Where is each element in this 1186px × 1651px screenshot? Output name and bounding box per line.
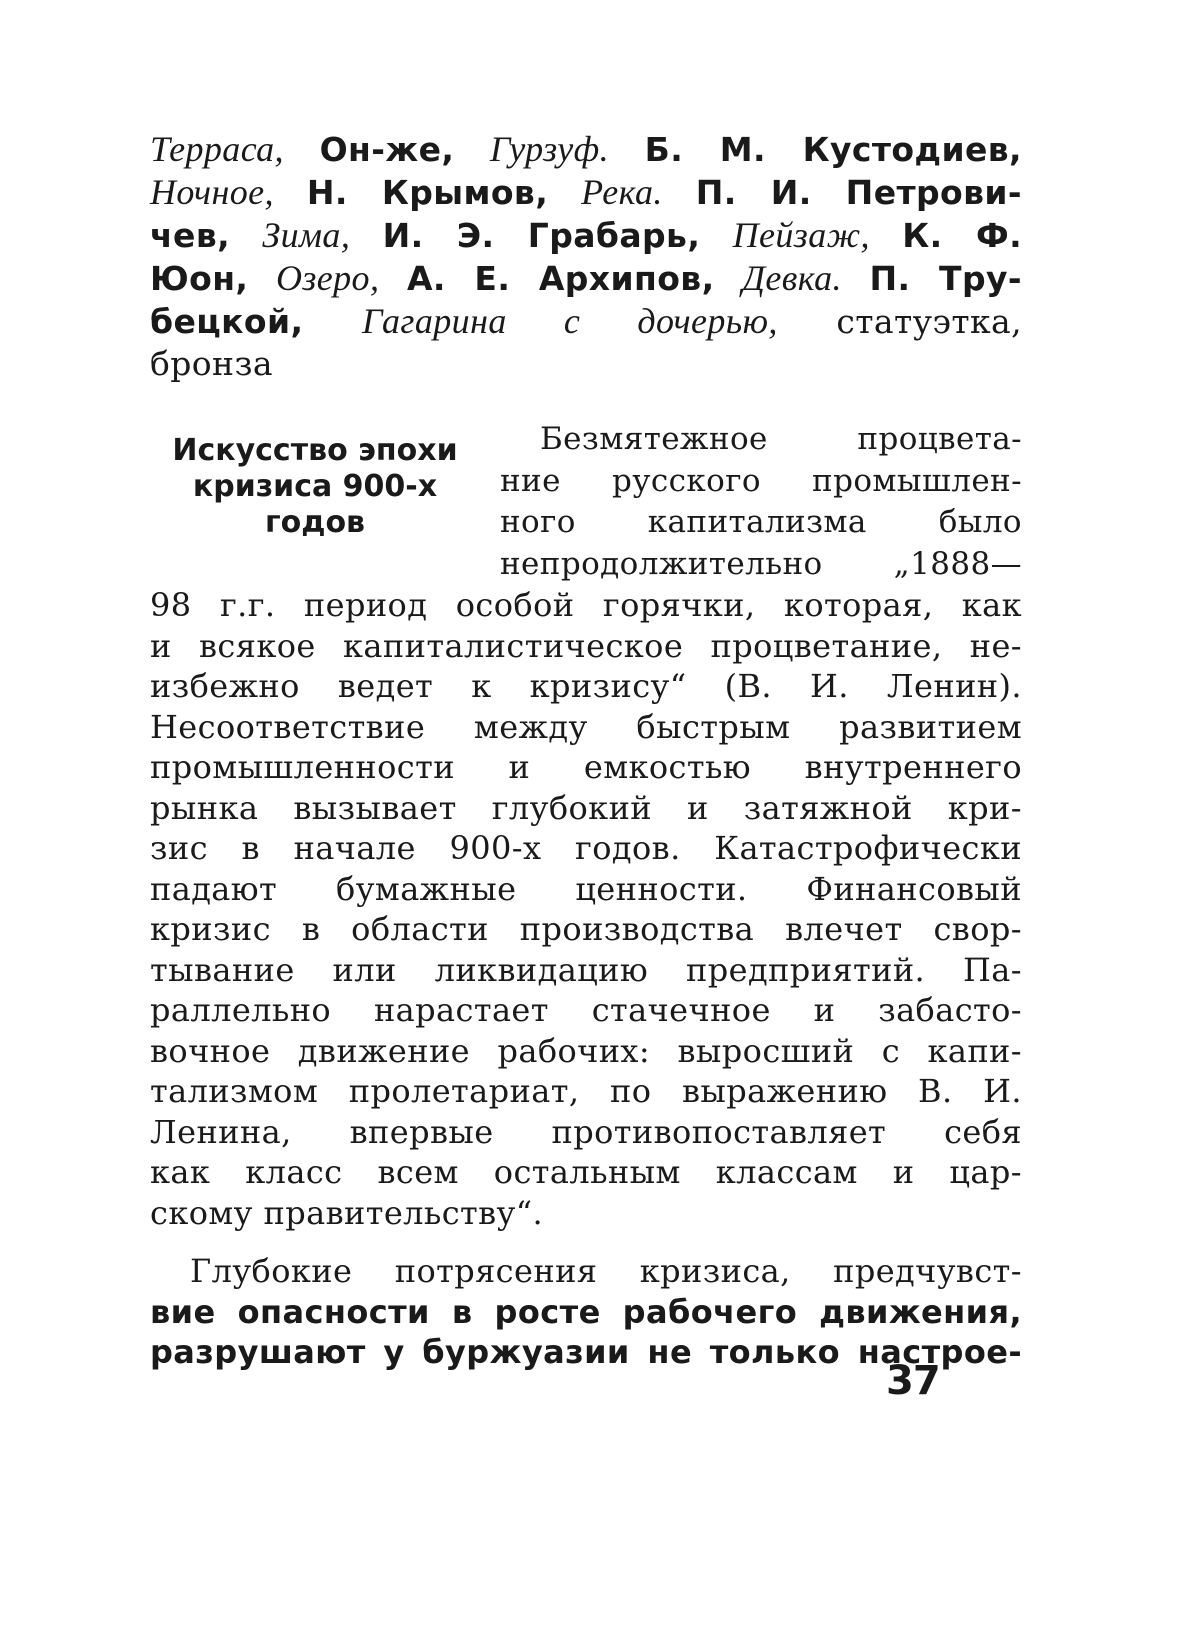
artist-name: А. Е. Архипов, [406, 259, 715, 298]
text-line: зис в начале 900-х годов. Катастрофически [150, 829, 1022, 867]
text-line: кризис в области производства влечет свор- [150, 910, 1022, 948]
artwork-title: Зима, [262, 215, 351, 255]
section-intro [150, 419, 1022, 585]
artwork-title: Гурзуф. [489, 129, 610, 169]
text-line: тализмом пролетариат, по выражению В. И. [150, 1072, 1022, 1110]
artwork-list [150, 128, 1022, 385]
text-line: 98 г.г. период особой горячки, которая, как [150, 586, 1022, 624]
artwork-medium: статуэтка, [836, 302, 1023, 341]
artwork-title: Озеро, [275, 258, 380, 298]
page-number: 37 [886, 1358, 940, 1404]
page-content [150, 128, 1022, 1373]
body-paragraph [150, 585, 1022, 1233]
text-line: падают бумажные ценности. Финансовый [150, 869, 1022, 908]
artwork-line-2 [150, 171, 1022, 214]
text-line: ного капитализма было [500, 504, 1022, 540]
artist-name: Он-же, [319, 130, 455, 169]
text-line: избежно ведет к кризису“ (В. И. Ленин). [150, 667, 1022, 705]
text-line: непродолжительно „1888— [500, 545, 1022, 582]
text-line: скому правительству“. [150, 1193, 544, 1232]
artwork-line-3 [150, 214, 1022, 257]
artwork-title: Пейзаж, [732, 215, 870, 255]
text-line: Безмятежное процвета- [540, 421, 1022, 457]
section-heading-line: годов [264, 505, 366, 540]
second-paragraph [150, 1251, 1022, 1373]
artist-name: Б. М. Кустодиев, [644, 130, 1022, 169]
artist-name: И. Э. Грабарь, [382, 216, 701, 255]
artwork-title: Ночное, [150, 172, 274, 212]
text-line: промышленности и емкостью внутреннего [150, 748, 1022, 786]
text-line: и всякое капиталистическое процветание, не- [150, 626, 1022, 665]
text-line: Ленина, впервые противопоставляет себя [150, 1112, 1022, 1151]
artist-name: чев, [150, 216, 231, 255]
artwork-title: Гагарина с дочерью, [362, 301, 778, 341]
artwork-title: Терраса, [150, 129, 284, 169]
artist-name: К. Ф. [902, 216, 1023, 255]
artist-name: Юон, [150, 259, 249, 298]
text-line: рынка вызывает глубокий и затяжной кри- [150, 788, 1022, 827]
text-line: как класс всем остальным классам и цар- [150, 1153, 1022, 1191]
artist-name: П. И. Петрови- [695, 173, 1023, 212]
artist-name: Н. Крымов, [306, 173, 549, 212]
artwork-line-6: бронза [150, 344, 273, 383]
artist-name: П. Тру- [869, 259, 1022, 298]
artwork-line-5 [150, 300, 1022, 343]
text-line: раллельно нарастает стачечное и забасто- [150, 991, 1022, 1029]
text-line: вочное движение рабочих: выросший с капи- [150, 1031, 1022, 1070]
text-line: Несоответствие между быстрым развитием [150, 707, 1022, 746]
text-line: тывание или ликвидацию предприятий. Па- [150, 950, 1022, 989]
section-heading-line: Искусство эпохи [172, 433, 458, 468]
text-line: Глубокие потрясения кризиса, предчувст- [190, 1252, 1022, 1290]
side-paragraph [500, 419, 1022, 585]
text-line: вие опасности в росте рабочего движения, [150, 1292, 1022, 1331]
section-heading-line: кризиса 900-х [192, 469, 438, 504]
artwork-line-1 [150, 128, 1022, 171]
text-line: ние русского промышлен- [500, 462, 1022, 499]
artist-name: бецкой, [150, 302, 304, 341]
artwork-title: Девка. [742, 258, 842, 298]
section-heading [150, 433, 480, 541]
artwork-title: Река. [581, 172, 663, 212]
text-line: разрушают у буржуазии не только настрое- [150, 1333, 1022, 1371]
artwork-line-4 [150, 257, 1022, 300]
